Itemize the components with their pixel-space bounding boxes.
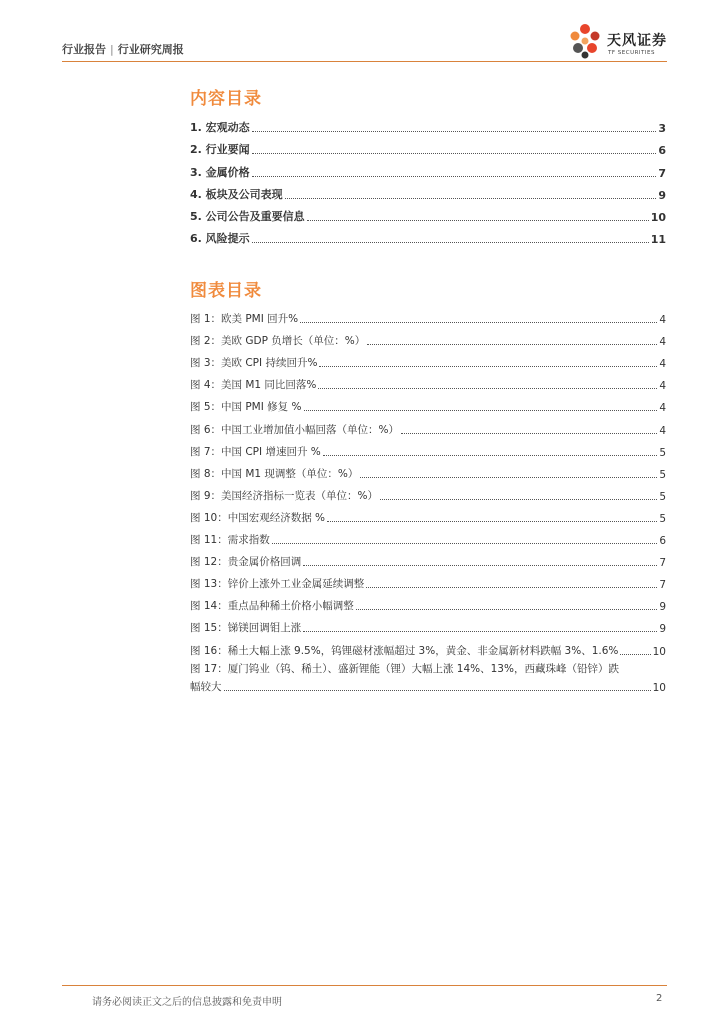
leader-dots (285, 198, 657, 199)
category-label: 行业报告 (62, 43, 106, 56)
page-number: 2 (656, 993, 663, 1004)
figure-item-label: 图 10：中国宏观经济数据 % (190, 511, 326, 524)
toc-item-label: 2. 行业要闻 (190, 143, 250, 157)
figure-item-label: 图 8：中国 M1 现调整（单位：%） (190, 467, 359, 480)
leader-dots (307, 220, 649, 221)
tf-logo-icon (567, 22, 603, 60)
leader-dots (620, 654, 650, 655)
figure-item-page: 5 (659, 446, 666, 459)
leader-dots (356, 609, 658, 610)
figure-item-label: 图 9：美国经济指标一览表（单位：%） (190, 489, 378, 502)
toc-item-page: 6 (658, 144, 666, 158)
figure-item-label: 图 7：中国 CPI 增速回升 % (190, 445, 321, 458)
figure-item-page: 7 (659, 579, 666, 592)
header-separator: | (110, 43, 114, 56)
leader-dots (367, 344, 657, 345)
leader-dots (319, 366, 657, 367)
contents-list (190, 113, 666, 246)
leader-dots (252, 131, 657, 132)
figure-item-page: 10 (652, 681, 666, 694)
leader-dots (303, 631, 657, 632)
figure-item-label: 图 13：锌价上涨外工业金属延续调整 (190, 578, 365, 591)
leader-dots (304, 410, 658, 411)
toc-item-label: 1. 宏观动态 (190, 121, 250, 135)
leader-dots (366, 587, 657, 588)
toc-item[interactable] (190, 224, 666, 246)
toc-item-page: 9 (658, 188, 666, 202)
leader-dots (401, 433, 657, 434)
figure-item-label: 图 14：重点品种稀土价格小幅调整 (190, 600, 354, 613)
figure-item[interactable] (190, 481, 666, 503)
toc-item-page: 10 (650, 210, 666, 224)
figure-item[interactable] (190, 370, 666, 392)
figure-item-page: 6 (659, 535, 666, 548)
toc-item-page: 7 (658, 166, 666, 180)
footer-divider (62, 985, 667, 986)
header-divider (62, 61, 667, 62)
report-category (62, 41, 184, 57)
leader-dots (360, 477, 657, 478)
figures-list (190, 304, 666, 694)
toc-item[interactable] (190, 157, 666, 179)
figure-item-page: 4 (659, 336, 666, 349)
toc-item-page: 11 (650, 233, 666, 247)
figure-item-label: 图 5：中国 PMI 修复 % (190, 401, 302, 414)
figure-item[interactable] (190, 459, 666, 481)
figure-item-page: 4 (659, 424, 666, 437)
toc-item[interactable] (190, 113, 666, 135)
logo-chinese-name: 天风证券 (607, 33, 667, 49)
figure-item[interactable] (190, 635, 666, 657)
figure-item[interactable] (190, 613, 666, 635)
toc-item-page: 3 (658, 122, 666, 136)
figure-item-label: 图 1：欧美 PMI 回升% (190, 313, 299, 326)
toc-item[interactable] (190, 180, 666, 202)
leader-dots (252, 153, 657, 154)
figure-item-label: 图 4：美国 M1 同比回落% (190, 379, 317, 392)
figure-item-label: 图 6：中国工业增加值小幅回落（单位：%） (190, 423, 399, 436)
leader-dots (224, 690, 651, 691)
toc-item-label: 3. 金属价格 (190, 165, 250, 179)
leader-dots (252, 242, 649, 243)
figure-item-label: 图 3：美欧 CPI 持续回升% (190, 357, 318, 370)
figure-item[interactable] (190, 569, 666, 591)
figure-item[interactable] (190, 658, 666, 694)
figure-item-page: 4 (659, 380, 666, 393)
figure-item-label-cont: 幅较大 (190, 680, 222, 693)
figure-item-page: 5 (659, 490, 666, 503)
figure-item[interactable] (190, 525, 666, 547)
figure-item-label: 图 17：厦门钨业（钨、稀土）、盛新锂能（锂）大幅上涨 14%、13%，西藏珠峰（铅锌）跌 (190, 662, 619, 675)
figure-item[interactable] (190, 591, 666, 613)
figure-item[interactable] (190, 392, 666, 414)
contents-title: 内容目录 (190, 89, 262, 109)
leader-dots (327, 521, 657, 522)
figure-item-label: 图 11：需求指数 (190, 534, 270, 547)
disclaimer-text: 请务必阅读正文之后的信息披露和免责申明 (92, 997, 282, 1008)
figure-item-label: 图 12：贵金属价格回调 (190, 556, 302, 569)
toc-item-label: 4. 板块及公司表现 (190, 187, 283, 201)
figure-item[interactable] (190, 304, 666, 326)
toc-item[interactable] (190, 135, 666, 157)
figure-item-page: 7 (659, 557, 666, 570)
figure-item[interactable] (190, 547, 666, 569)
figure-item-page: 9 (659, 601, 666, 614)
figure-item-label: 图 16：稀土大幅上涨 9.5%，钨锂磁材涨幅超过 3%，黄金、非金属新材料跌幅 3%、1.6% (190, 644, 619, 657)
figure-item[interactable] (190, 326, 666, 348)
figure-item-continuation (190, 680, 666, 694)
figure-item-page: 10 (652, 645, 666, 658)
figure-item-page: 4 (659, 314, 666, 327)
figure-item-label: 图 15：锑镁回调钼上涨 (190, 622, 302, 635)
figure-item[interactable] (190, 437, 666, 459)
figure-item-label: 图 2：美欧 GDP 负增长（单位：%） (190, 335, 366, 348)
leader-dots (380, 499, 657, 500)
toc-item-label: 6. 风险提示 (190, 232, 250, 246)
figures-title: 图表目录 (190, 281, 262, 301)
figure-item-page: 5 (659, 512, 666, 525)
leader-dots (252, 176, 657, 177)
leader-dots (303, 565, 657, 566)
leader-dots (318, 388, 657, 389)
figure-item[interactable] (190, 348, 666, 370)
figure-item-page: 4 (659, 402, 666, 415)
figure-item-page: 4 (659, 358, 666, 371)
toc-item[interactable] (190, 202, 666, 224)
figure-item-page: 9 (659, 623, 666, 636)
figure-item[interactable] (190, 414, 666, 436)
toc-item-label: 5. 公司公告及重要信息 (190, 209, 305, 223)
subcategory-label: 行业研究周报 (117, 43, 184, 56)
leader-dots (323, 455, 658, 456)
logo-english-name: TF SECURITIES (608, 50, 655, 56)
leader-dots (272, 543, 658, 544)
figure-item[interactable] (190, 503, 666, 525)
figure-item-page: 5 (659, 468, 666, 481)
leader-dots (300, 322, 657, 323)
company-logo (567, 22, 677, 60)
